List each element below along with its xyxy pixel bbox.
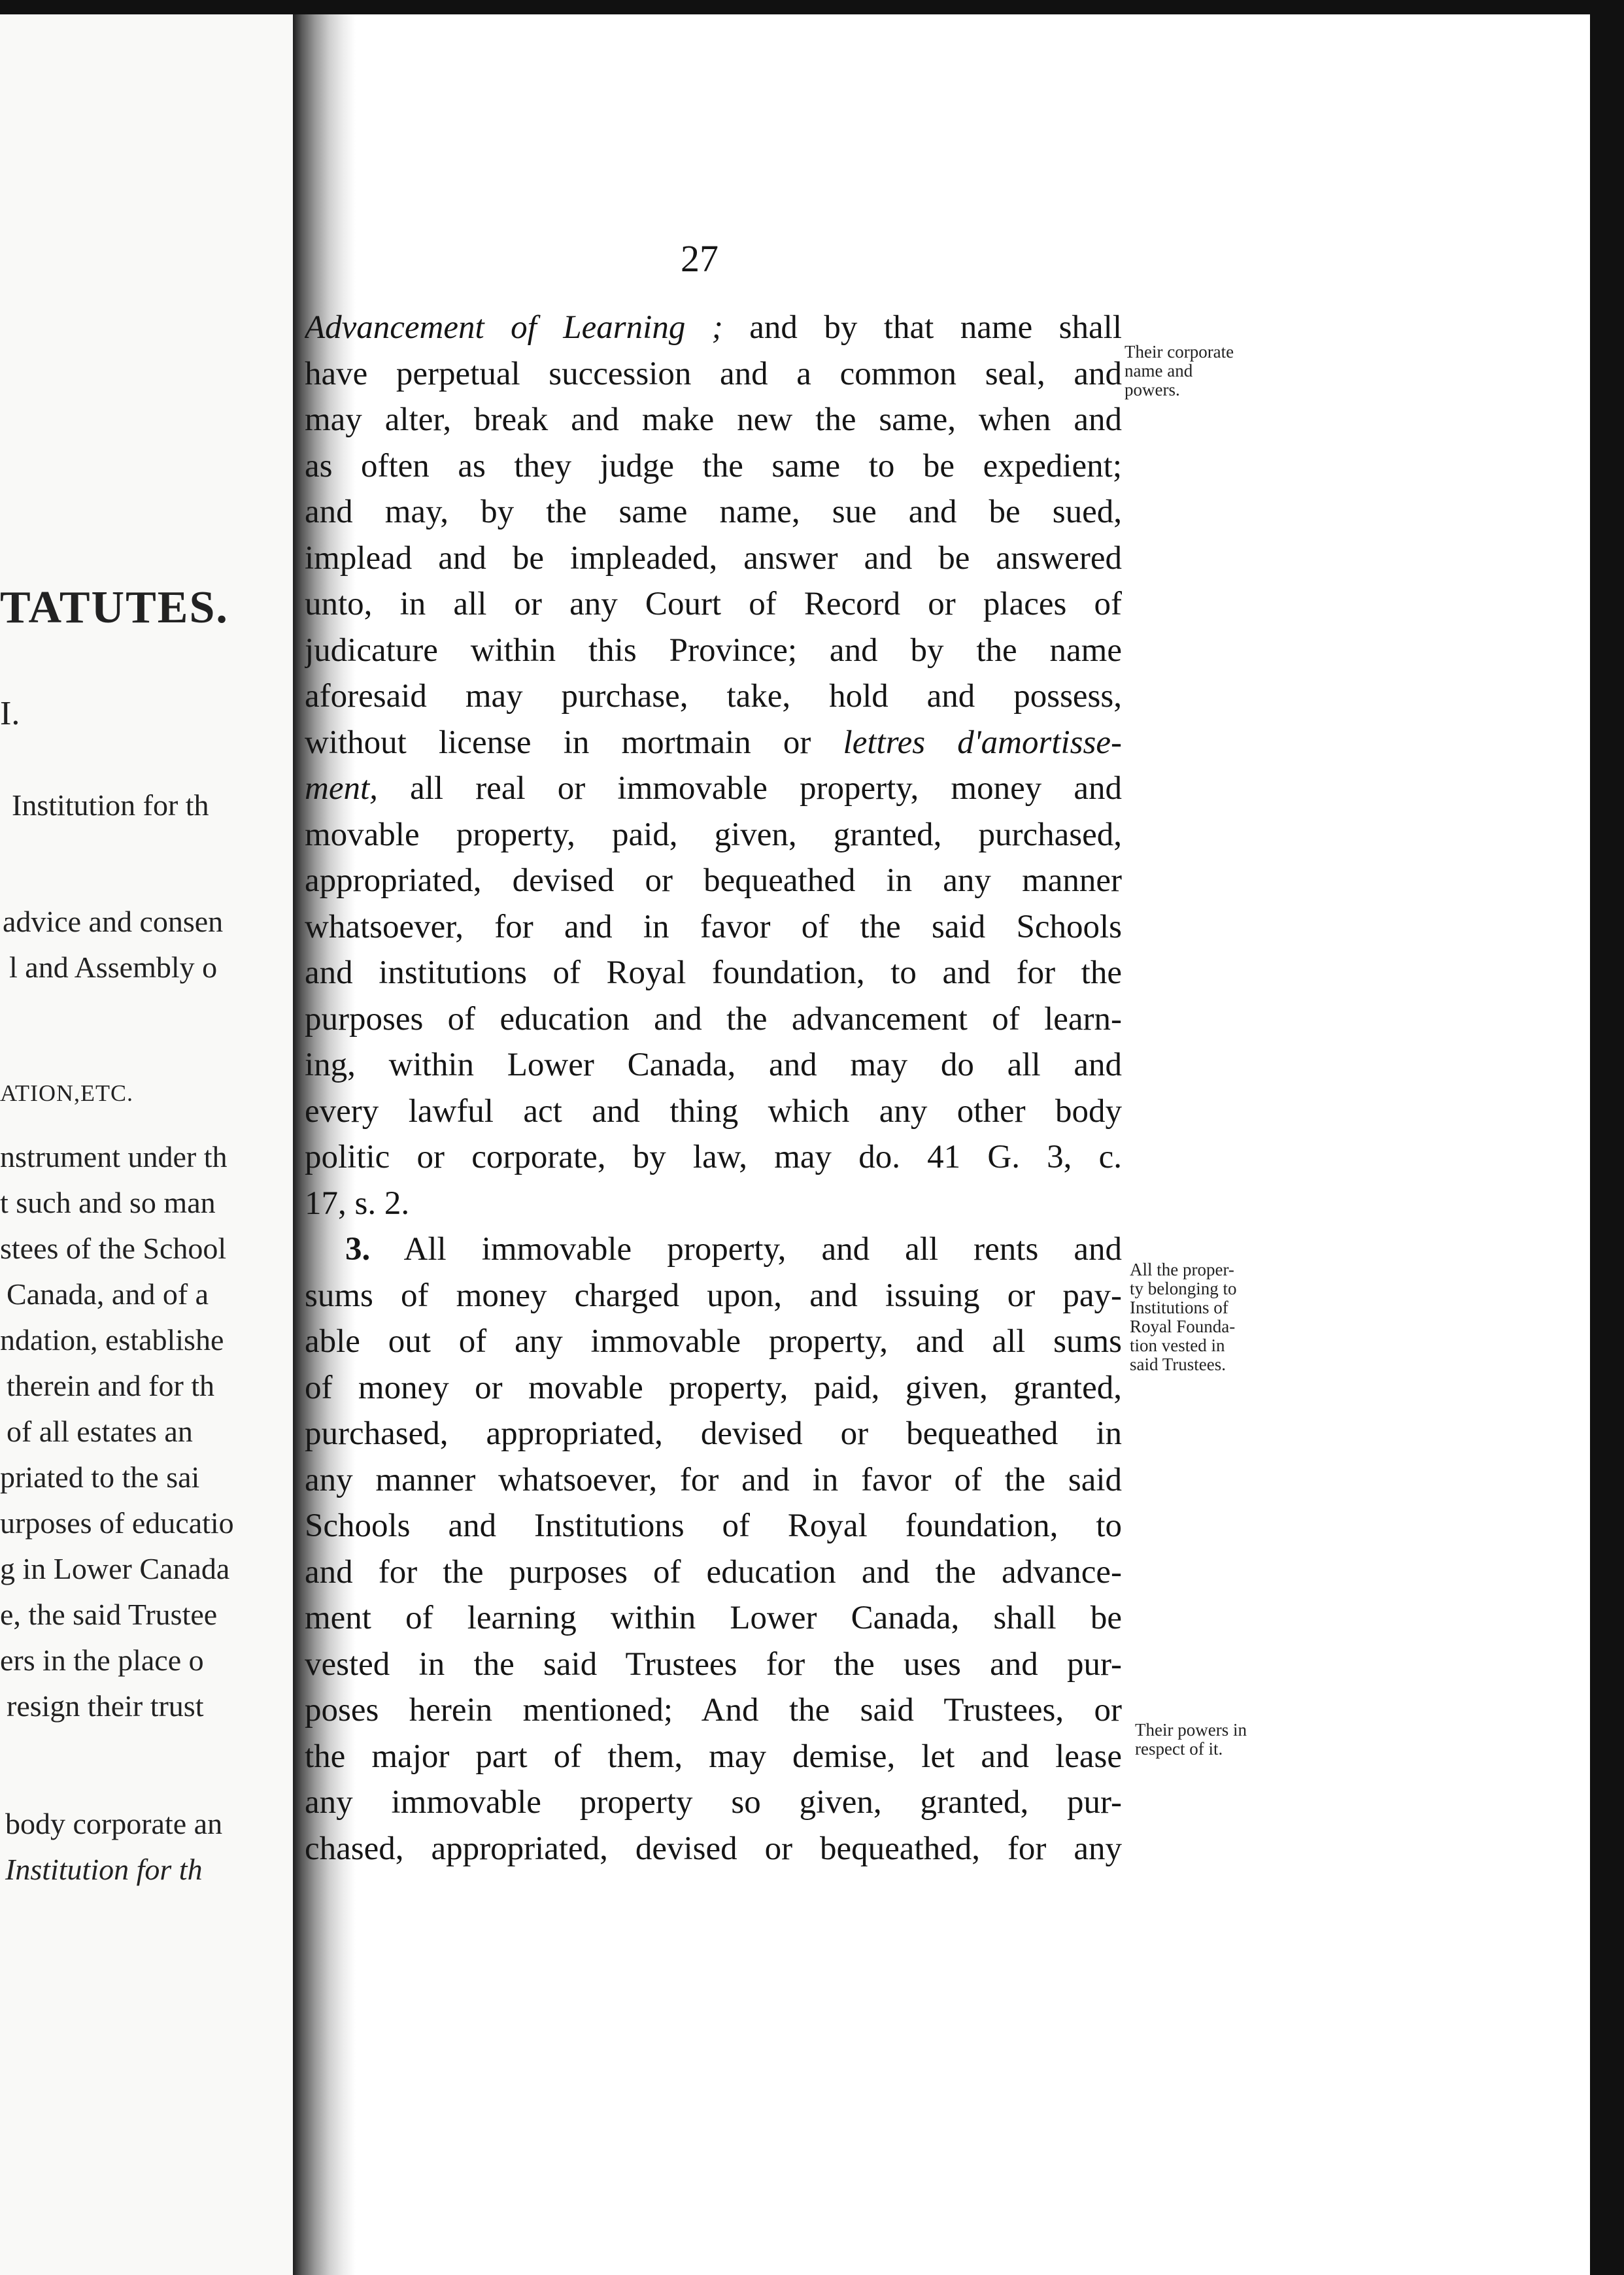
text-line: have perpetual succession and a common seal, and bbox=[305, 355, 1122, 392]
left-page-line: therein and for th bbox=[7, 1369, 215, 1402]
text-line: poses herein mentioned; And the said Trustees, or bbox=[305, 1692, 1122, 1728]
text-line: and may, by the same name, sue and be sued, bbox=[305, 494, 1122, 530]
text-line: any manner whatsoever, for and in favor of the said bbox=[305, 1461, 1122, 1498]
text-line: and institutions of Royal foundation, to and for the bbox=[305, 954, 1122, 991]
marginal-note-line: name and bbox=[1125, 361, 1193, 380]
text-line: aforesaid may purchase, take, hold and possess, bbox=[305, 678, 1122, 715]
statute-text bbox=[305, 305, 1122, 1872]
text-line: judicature within this Province; and by the name bbox=[305, 632, 1122, 669]
scan-border-top bbox=[0, 0, 1624, 14]
left-page-line: nstrument under th bbox=[0, 1140, 228, 1173]
section-3-paragraph bbox=[305, 1226, 1122, 1872]
text-line: vested in the said Trustees for the uses and pur- bbox=[305, 1645, 1122, 1683]
text-line: purchased, appropriated, devised or bequeathed in bbox=[305, 1415, 1122, 1452]
marginal-note-line: Royal Founda- bbox=[1130, 1317, 1236, 1336]
text-line: chased, appropriated, devised or bequeathed, for any bbox=[305, 1830, 1122, 1867]
italic-french-phrase: lettres d'amortisse- bbox=[843, 724, 1122, 761]
text-line: able out of any immovable property, and all sums bbox=[305, 1323, 1122, 1360]
text-line: of money or movable property, paid, given, granted, bbox=[305, 1369, 1122, 1406]
text-line: all real or immovable property, money and bbox=[410, 770, 1122, 807]
left-page-line: Institution for th bbox=[12, 788, 209, 822]
text-line: purposes of education and the advancement of learn- bbox=[305, 1000, 1122, 1037]
paragraph-continuation bbox=[305, 305, 1122, 1226]
left-page-line: priated to the sai bbox=[0, 1460, 200, 1494]
marginal-note-line: said Trustees. bbox=[1130, 1355, 1226, 1374]
left-page-heading: TATUTES. bbox=[0, 582, 229, 633]
left-page-line: t such and so man bbox=[0, 1186, 216, 1219]
left-page-line: stees of the School bbox=[0, 1232, 227, 1265]
text-line: unto, in all or any Court of Record or places of bbox=[305, 586, 1122, 622]
text-line: any immovable property so given, granted, pur- bbox=[305, 1784, 1122, 1821]
left-page-line: of all estates an bbox=[7, 1415, 193, 1448]
left-facing-page bbox=[0, 14, 293, 2275]
marginal-note-line: respect of it. bbox=[1135, 1739, 1223, 1759]
text-line: whatsoever, for and in favor of the said Schools bbox=[305, 908, 1122, 945]
left-page-line: e, the said Trustee bbox=[0, 1598, 218, 1631]
left-page-line: ers in the place o bbox=[0, 1643, 204, 1677]
left-page-line: ndation, establishe bbox=[0, 1323, 224, 1357]
text-line: 17, s. 2. bbox=[305, 1185, 410, 1222]
italic-title-phrase: Advancement of Learning ; bbox=[305, 309, 723, 346]
left-page-line: g in Lower Canada bbox=[0, 1552, 230, 1585]
text-line: sums of money charged upon, and issuing or pay- bbox=[305, 1277, 1122, 1314]
marginal-note-line: All the proper- bbox=[1130, 1260, 1234, 1279]
text-line: the major part of them, may demise, let and lease bbox=[305, 1738, 1122, 1775]
marginal-note-powers bbox=[1135, 1721, 1247, 1759]
left-page-line: advice and consen bbox=[3, 905, 224, 938]
page-number: 27 bbox=[681, 237, 719, 280]
marginal-note-line: Their corporate bbox=[1125, 342, 1234, 362]
text-line: as often as they judge the same to be expedient; bbox=[305, 447, 1122, 484]
marginal-note-corporate-name bbox=[1125, 343, 1234, 399]
section-number: 3. bbox=[345, 1231, 371, 1268]
text-line: and by that name shall bbox=[749, 309, 1122, 346]
marginal-note-line: Institutions of bbox=[1130, 1298, 1228, 1317]
left-page-line: l and Assembly o bbox=[9, 951, 218, 984]
marginal-note-line: tion vested in bbox=[1130, 1336, 1225, 1355]
marginal-note-line: Their powers in bbox=[1135, 1720, 1247, 1740]
italic-french-phrase-end: ment, bbox=[305, 770, 378, 807]
left-page-line: urposes of educatio bbox=[0, 1506, 234, 1540]
text-line: movable property, paid, given, granted, purchased, bbox=[305, 816, 1122, 853]
text-line: ing, within Lower Canada, and may do all and bbox=[305, 1047, 1122, 1083]
left-page-line: resign their trust bbox=[7, 1689, 204, 1723]
text-line: politic or corporate, by law, may do. 41 G. 3, c. bbox=[305, 1139, 1122, 1175]
text-line: implead and be impleaded, answer and be answered bbox=[305, 539, 1122, 577]
text-line: without license in mortmain or bbox=[305, 724, 811, 761]
text-line: every lawful act and thing which any other body bbox=[305, 1092, 1122, 1130]
left-page-caption: ATION,ETC. bbox=[0, 1080, 133, 1106]
text-line: All immovable property, and all rents and bbox=[403, 1231, 1122, 1268]
text-line: ment of learning within Lower Canada, shall be bbox=[305, 1600, 1122, 1636]
text-line: appropriated, devised or bequeathed in any manner bbox=[305, 862, 1122, 899]
text-line: may alter, break and make new the same, when and bbox=[305, 401, 1122, 438]
marginal-note-line: powers. bbox=[1125, 380, 1180, 399]
scan-border-right bbox=[1590, 0, 1624, 2275]
left-page-line: Canada, and of a bbox=[7, 1277, 209, 1311]
text-line: Schools and Institutions of Royal foundation, to bbox=[305, 1508, 1122, 1544]
left-page-line: Institution for th bbox=[5, 1853, 203, 1886]
marginal-note-line: ty belonging to bbox=[1130, 1279, 1237, 1298]
marginal-note-property-vested bbox=[1130, 1260, 1237, 1374]
left-page-line: body corporate an bbox=[5, 1807, 223, 1840]
text-line: and for the purposes of education and the advance- bbox=[305, 1553, 1122, 1591]
left-page-roman-numeral: I. bbox=[0, 695, 20, 732]
